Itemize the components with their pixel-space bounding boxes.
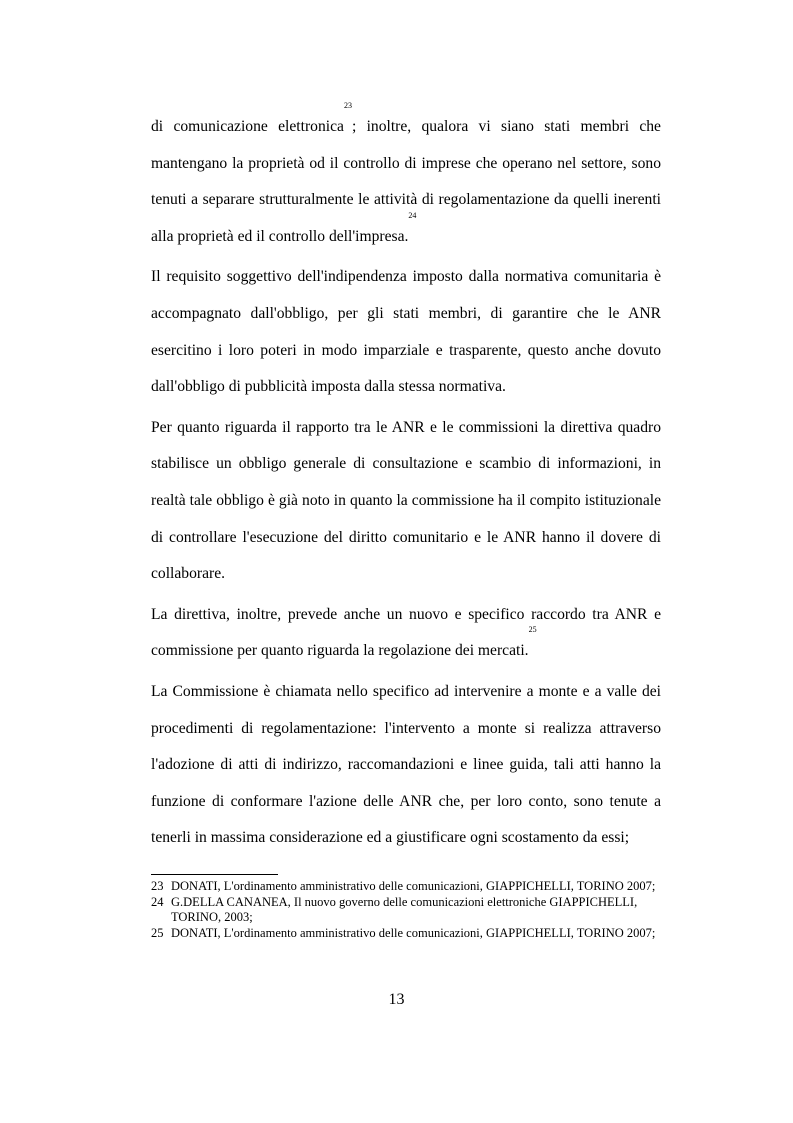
footnote-text: DONATI, L'ordinamento amministrativo delle comunicazioni, GIAPPICHELLI, TORINO 2007; [171, 879, 656, 893]
footnotes [151, 879, 661, 942]
footnote-text: DONATI, L'ordinamento amministrativo delle comunicazioni, GIAPPICHELLI, TORINO 2007; [171, 926, 656, 941]
footnote-text: G.DELLA CANANEA, Il nuovo governo delle comunicazioni elettroniche GIAPPICHELLI, TORINO, 2003; [171, 894, 638, 925]
page-number: 13 [388, 991, 405, 1008]
footnote-reference: 23 [343, 101, 352, 110]
body-text [151, 101, 661, 861]
paragraph [151, 101, 661, 255]
footnote-number: 23 [151, 879, 164, 893]
paragraph-text: ; inoltre, qualora vi siano stati membri che mantengano la proprietà od il controllo di imprese che operano nel settore, sono tenuti a separare strutturalmente le attività di regolamentazione da quelli inerenti alla proprietà ed il controllo dell'impresa. [151, 118, 661, 245]
paragraph-text: La Commissione è chiamata nello specifico ad intervenire a monte e a valle dei procedimenti di regolamentazione: l'intervento a monte si realizza attraverso l'adozione di atti di indirizzo, raccomandazioni e linee guida, tali atti hanno la funzione di conformare l'azione delle ANR che, per loro conto, sono tenute a tenerli in massima considerazione ed a giustificare ogni scostamento da essi; [151, 682, 661, 847]
footnote-reference: 24 [408, 210, 417, 220]
paragraph [151, 674, 661, 857]
footnote [151, 895, 661, 926]
paragraph [151, 410, 661, 593]
paragraph-text: Per quanto riguarda il rapporto tra le ANR e le commissioni la direttiva quadro stabilisce un obbligo generale di consultazione e scambio di informazioni, in realtà tale obbligo è già noto in quanto la commissione ha il compito istituzionale di controllare l'esecuzione del diritto comunitario e le ANR hanno il dovere di collaborare. [151, 418, 661, 583]
footnote-number: 24 [151, 894, 164, 909]
footnote [151, 879, 661, 895]
footnote-number: 25 [151, 926, 164, 941]
paragraph-text: Il requisito soggettivo dell'indipendenza imposto dalla normativa comunitaria è accompagnato dall'obbligo, per gli stati membri, di garantire che le ANR esercitino i loro poteri in modo imparziale e trasparente, questo anche dovuto dall'obbligo di pubblicità imposta dalla stessa normativa. [151, 268, 661, 396]
paragraph-text: di comunicazione elettronica [151, 118, 344, 135]
footnote [151, 926, 661, 942]
paragraph [151, 259, 661, 405]
paragraph-text: La direttiva, inoltre, prevede anche un nuovo e specifico raccordo tra ANR e commissione per quanto riguarda la regolazione dei mercati. [151, 605, 661, 660]
footnote-reference: 25 [528, 625, 537, 635]
paragraph [151, 597, 661, 670]
footnote-separator [151, 874, 278, 875]
